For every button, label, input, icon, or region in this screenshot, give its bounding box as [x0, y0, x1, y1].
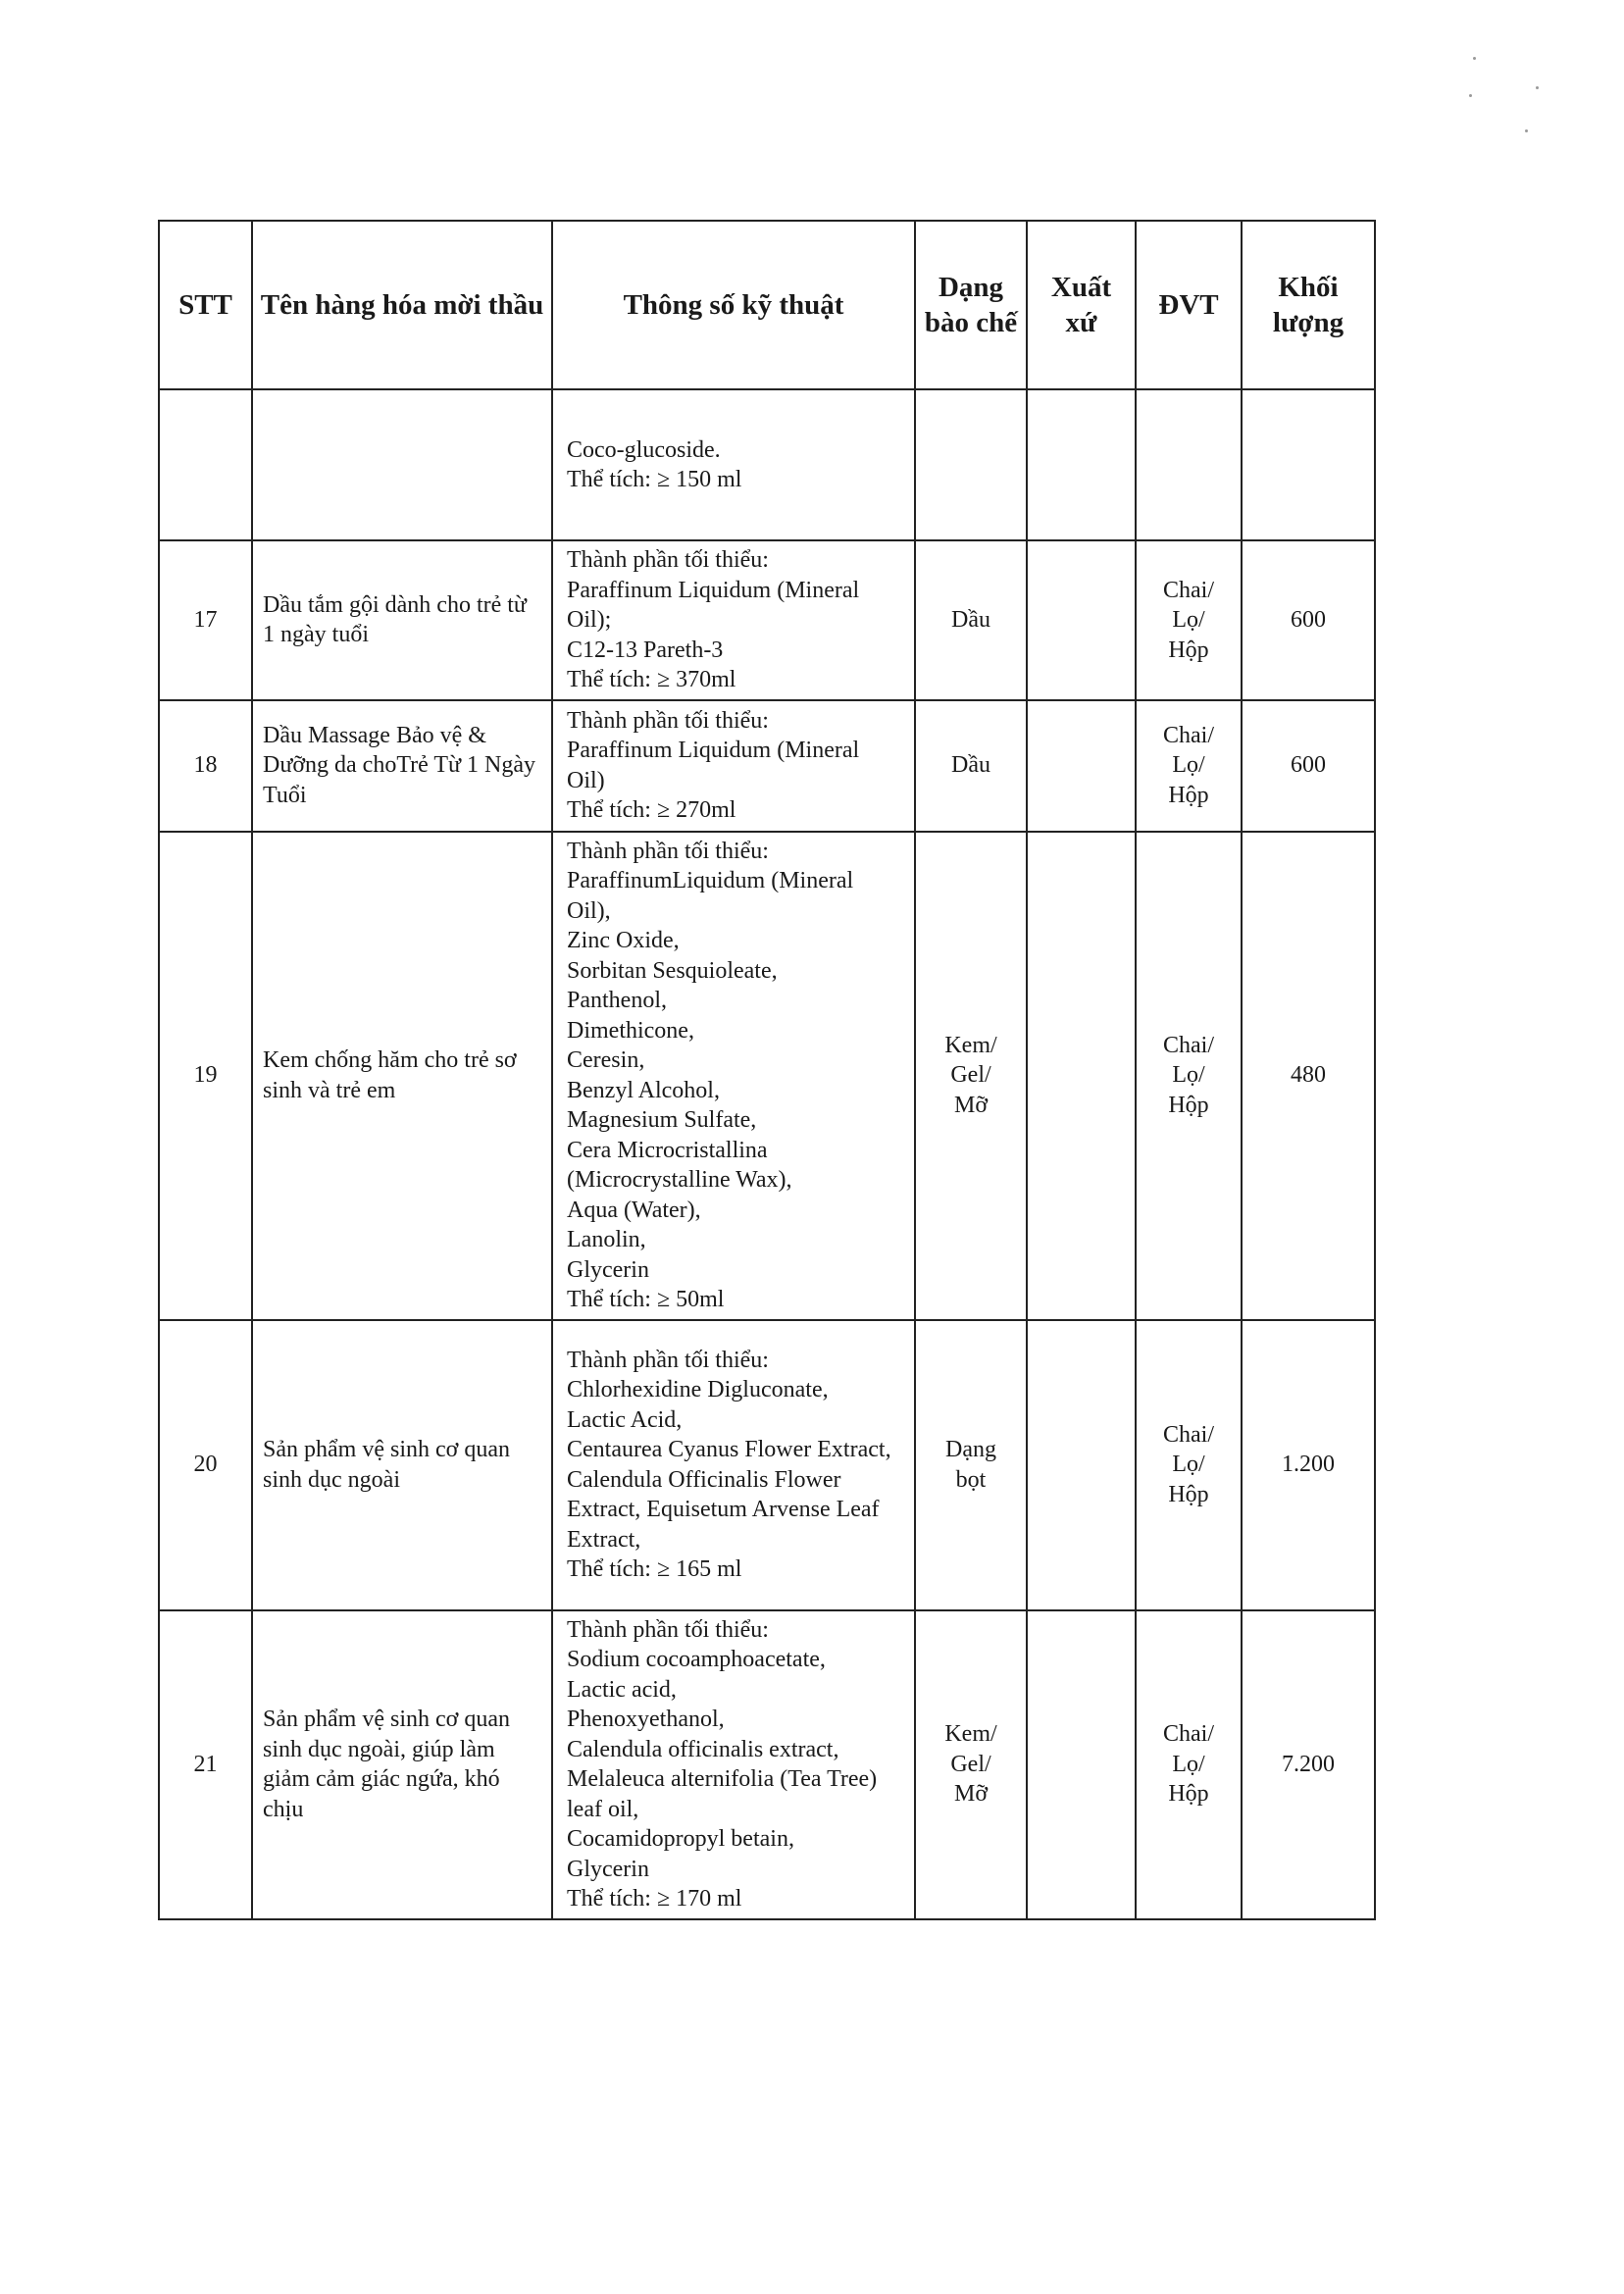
cell-quantity: 1.200: [1242, 1320, 1375, 1610]
cell-item-name: Dầu tắm gội dành cho trẻ từ 1 ngày tuổi: [252, 540, 552, 700]
header-unit: ĐVT: [1136, 221, 1242, 389]
cell-quantity: 480: [1242, 832, 1375, 1320]
cell-dosage-form: Dầu: [915, 700, 1027, 832]
cell-item-name: Sản phẩm vệ sinh cơ quan sinh dục ngoài, giúp làm giảm cảm giác ngứa, khó chịu: [252, 1610, 552, 1919]
cell-technical-spec: Thành phần tối thiểu: ParaffinumLiquidum (Mineral Oil), Zinc Oxide, Sorbitan Sesquioleate, Panthenol, Dimethicone, Ceresin, Benzyl Alcohol, Magnesium Sulfate, Cera Microcristallina (Microcrystalline Wax), Aqua (Water), Lanolin, Glycerin Thể tích: ≥ 50ml: [552, 832, 915, 1320]
header-stt: STT: [159, 221, 252, 389]
cell-unit: Chai/ Lọ/ Hộp: [1136, 540, 1242, 700]
cell-quantity: 600: [1242, 700, 1375, 832]
cell-origin: [1027, 1320, 1136, 1610]
scan-speck: [1469, 94, 1472, 97]
cell-item-name: [252, 389, 552, 540]
cell-unit: [1136, 389, 1242, 540]
cell-unit: Chai/ Lọ/ Hộp: [1136, 1610, 1242, 1919]
table-row: [159, 1320, 1375, 1610]
cell-stt: [159, 389, 252, 540]
cell-quantity: 600: [1242, 540, 1375, 700]
cell-dosage-form: [915, 389, 1027, 540]
cell-technical-spec: Thành phần tối thiểu: Paraffinum Liquidum (Mineral Oil) Thể tích: ≥ 270ml: [552, 700, 915, 832]
cell-quantity: 7.200: [1242, 1610, 1375, 1919]
cell-unit: Chai/ Lọ/ Hộp: [1136, 700, 1242, 832]
cell-stt: 20: [159, 1320, 252, 1610]
header-item-name: Tên hàng hóa mời thầu: [252, 221, 552, 389]
scan-speck: [1525, 129, 1528, 132]
table-header-row: [159, 221, 1375, 389]
cell-item-name: Sản phẩm vệ sinh cơ quan sinh dục ngoài: [252, 1320, 552, 1610]
cell-technical-spec: Coco-glucoside. Thể tích: ≥ 150 ml: [552, 389, 915, 540]
header-technical-spec: Thông số kỹ thuật: [552, 221, 915, 389]
cell-technical-spec: Thành phần tối thiểu: Sodium cocoamphoacetate, Lactic acid, Phenoxyethanol, Calendula officinalis extract, Melaleuca alternifolia (Tea Tree) leaf oil, Cocamidopropyl betain, Glycerin Thể tích: ≥ 170 ml: [552, 1610, 915, 1919]
cell-origin: [1027, 1610, 1136, 1919]
cell-technical-spec: Thành phần tối thiểu: Chlorhexidine Digluconate, Lactic Acid, Centaurea Cyanus Flower Extract, Calendula Officinalis Flower Extract, Equisetum Arvense Leaf Extract, Thể tích: ≥ 165 ml: [552, 1320, 915, 1610]
cell-unit: Chai/ Lọ/ Hộp: [1136, 832, 1242, 1320]
cell-dosage-form: Kem/ Gel/ Mỡ: [915, 1610, 1027, 1919]
cell-item-name: Dầu Massage Bảo vệ & Dưỡng da choTrẻ Từ 1 Ngày Tuổi: [252, 700, 552, 832]
cell-origin: [1027, 832, 1136, 1320]
table-row: [159, 1610, 1375, 1919]
header-quantity: Khối lượng: [1242, 221, 1375, 389]
table-row: [159, 700, 1375, 832]
cell-origin: [1027, 389, 1136, 540]
cell-dosage-form: Dạng bọt: [915, 1320, 1027, 1610]
table-row: [159, 832, 1375, 1320]
table-row: [159, 389, 1375, 540]
cell-quantity: [1242, 389, 1375, 540]
header-dosage-form: Dạng bào chế: [915, 221, 1027, 389]
cell-stt: 19: [159, 832, 252, 1320]
cell-origin: [1027, 700, 1136, 832]
cell-stt: 17: [159, 540, 252, 700]
scan-speck: [1473, 57, 1476, 60]
cell-origin: [1027, 540, 1136, 700]
cell-dosage-form: Dầu: [915, 540, 1027, 700]
cell-stt: 18: [159, 700, 252, 832]
procurement-spec-table: [158, 220, 1376, 1920]
cell-unit: Chai/ Lọ/ Hộp: [1136, 1320, 1242, 1610]
scan-speck: [1536, 86, 1539, 89]
cell-dosage-form: Kem/ Gel/ Mỡ: [915, 832, 1027, 1320]
cell-item-name: Kem chống hăm cho trẻ sơ sinh và trẻ em: [252, 832, 552, 1320]
table-row: [159, 540, 1375, 700]
cell-stt: 21: [159, 1610, 252, 1919]
cell-technical-spec: Thành phần tối thiểu: Paraffinum Liquidum (Mineral Oil); C12-13 Pareth-3 Thể tích: ≥ 370ml: [552, 540, 915, 700]
header-origin: Xuất xứ: [1027, 221, 1136, 389]
